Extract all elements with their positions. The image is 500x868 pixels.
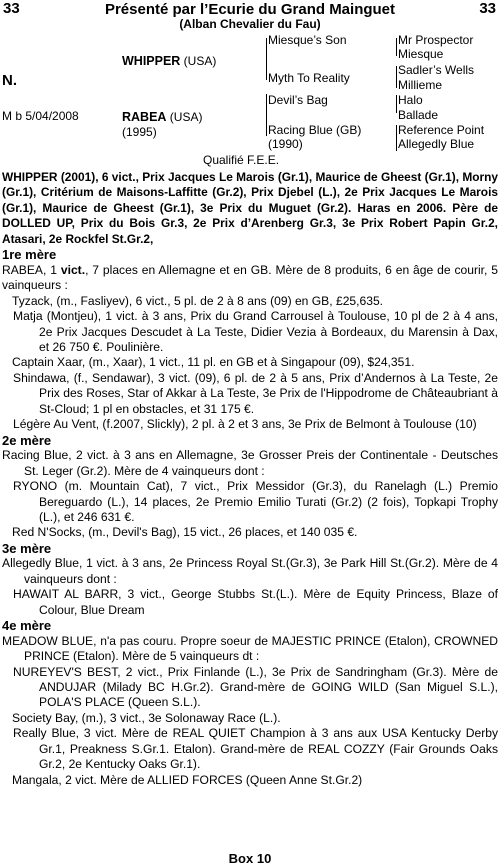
fourth-dam-produce-2: Society Bay, (m.), 3 vict., 3e Solonaway Race (L.). — [12, 710, 281, 725]
lot-number-right: 33 — [479, 0, 496, 17]
third-dam-produce-1: HAWAIT AL BARR, 3 vict., George Stubbs St.(L.). Mère de Equity Princess, Blaze of Colour, Blue Dream — [13, 587, 498, 617]
sire — [122, 55, 216, 68]
sire-bracket — [266, 38, 267, 80]
second-dam-produce-1: RYONO (m. Mountain Cat), 7 vict., Prix Messidor (Gr.3), du Ranelagh (L.) Premio Bereguardo (L.), 14 places, 2e Premio Emilio Turati (Gr.2) (2 fois), Topkapi Trophy (L.), et 246 631 €. — [13, 479, 498, 524]
second-dam-produce-2: Red N'Socks, (m., Devil's Bag), 15 vict., 26 places, et 140 035 €. — [12, 525, 358, 540]
catalogue-body — [2, 170, 498, 788]
first-dam-rest: , 7 places en Allemagne et en GB. Mère de 8 produits, 6 en âge de courir, 5 vainqueurs : — [2, 262, 498, 293]
fourth-dam-produce-3: Really Blue, 3 vict. Mère de REAL QUIET Champion à 3 ans aux USA Kentucky Derby Gr.1, Preakness S.Gr.1. Etalon). Grand-mère de REAL COZZY (Fair Grounds Oaks Gr.2, 2e Kentucky Oaks Gr.1). — [13, 726, 498, 772]
horse-birth: M b 5/04/2008 — [2, 109, 79, 123]
bracket-sd — [396, 66, 397, 88]
produce-1: Tyzack, (m., Fasliyev), 6 vict., 5 pl. de 2 à 8 ans (09) en GB, £25,635. — [12, 293, 384, 308]
second-dam-heading: 2e mère — [2, 432, 52, 448]
consignor-title: Présenté par l’Ecurie du Grand Mainguet — [104, 1, 396, 18]
first-dam-paragraph — [2, 263, 498, 294]
gg-sds: Sadler’s Wells — [398, 63, 475, 77]
fourth-dam-heading: 4e mère — [2, 618, 52, 634]
bracket-ds — [396, 95, 397, 113]
sire-paragraph: WHIPPER (2001), 6 vict., Prix Jacques Le Marois (Gr.1), Maurice de Gheest (Gr.1), Morny (Gr.1), Critérium de Maisons-Laffitte (Gr.2), Prix Djebel (L.), 2e Prix Jacques Le Marois (Gr.1), Maurice de Gheest (Gr.1), 3e Prix du Muguet (Gr.2). Haras en 2006. Père de DOLLED UP, Prix du Bois Gr.3, 2e Prix d’Arenberg Gr.3, 3e Prix Robert Papin Gr.2, Atasari, 2e Rockfel St.Gr.2, — [2, 170, 498, 246]
dam-sire: Devil’s Bag — [268, 93, 328, 107]
qualification: Qualifié F.E.E. — [203, 153, 280, 167]
lot-number-left: 33 — [3, 0, 20, 17]
third-dam-paragraph: Allegedly Blue, 1 vict. à 3 ans, 2e Princess Royal St.(Gr.3), 3e Park Hill St.(Gr.2). Mère de 4 vainqueurs dont : — [2, 556, 498, 586]
sire-sire: Miesque’s Son — [268, 33, 347, 47]
first-dam-vict: vict. — [60, 262, 86, 277]
dam-name: RABEA — [122, 110, 167, 124]
gg-ddd: Allegedly Blue — [398, 137, 475, 151]
sire-country: (USA) — [180, 54, 217, 68]
fourth-dam-produce-1: NUREYEV'S BEST, 2 vict., Prix Finlande (L.), 3e Prix de Sandringham (Gr.3). Mère de ANDUJAR (Milady BC H.Gr.2). Grand-mère de GOING WILD (San Miguel S.L.), POLA'S PLACE (Queen S.L.). — [13, 664, 498, 710]
gg-sss: Mr Prospector — [398, 33, 474, 47]
dam-dam: Racing Blue (GB) — [268, 123, 362, 137]
horse-sex: N. — [2, 72, 17, 89]
produce-5: Légère Au Vent, (f.2007, Slickly), 2 pl. à 2 et 3 ans, 3e Prix de Belmont à Toulouse (10) — [13, 417, 477, 432]
third-dam-heading: 3e mère — [2, 540, 52, 556]
dam-country: (USA) — [166, 110, 203, 124]
dam-year: (1995) — [122, 125, 157, 139]
gg-dds: Reference Point — [398, 123, 485, 137]
bracket-ss — [396, 38, 397, 56]
bracket-dd — [396, 125, 397, 151]
consignor-subtitle: (Alban Chevalier du Fau) — [179, 17, 321, 31]
dam-dam-year: (1990) — [268, 137, 303, 151]
fourth-dam-paragraph: MEADOW BLUE, n'a pas couru. Propre soeur de MAJESTIC PRINCE (Etalon), CROWNED PRINCE (Etalon). Mère de 5 vainqueurs dt : — [2, 633, 498, 664]
produce-3: Captain Xaar, (m., Xaar), 1 vict., 11 pl. en GB et à Singapour (09), $24,351. — [12, 355, 415, 370]
dam — [122, 111, 202, 124]
gg-dsd: Ballade — [398, 108, 439, 122]
dam-bracket — [266, 94, 267, 136]
second-dam-paragraph: Racing Blue, 2 vict. à 3 ans en Allemagne, 3e Grosser Preis der Continentale - Deutsches St. Leger (Gr.2). Mère de 4 vainqueurs dont : — [2, 448, 498, 478]
box-number: Box 10 — [228, 851, 272, 866]
sire-dam: Myth To Reality — [268, 71, 350, 85]
gg-sdd: Millieme — [398, 78, 443, 92]
produce-4: Shindawa, (f., Sendawar), 3 vict. (09), 6 pl. de 2 à 5 ans, Prix d’Andernos à La Teste, 2e Prix des Roses, Star of Akkar à La Teste, 3e Prix de l'Hippodrome de Châteaubriant à St-Cloud; 1 pl en obstacles, et 31 175 €. — [13, 370, 498, 416]
first-dam-name: RABEA, 1 — [2, 262, 61, 277]
fourth-dam-produce-4: Mangala, 2 vict. Mère de ALLIED FORCES (Queen Anne St.Gr.2) — [12, 772, 363, 787]
gg-dss: Halo — [398, 93, 423, 107]
sire-name: WHIPPER — [122, 54, 181, 68]
gg-ssd: Miesque — [398, 47, 444, 61]
first-dam-heading: 1re mère — [2, 247, 57, 263]
produce-2: Matja (Montjeu), 1 vict. à 3 ans, Prix du Grand Carrousel à Toulouse, 10 pl de 2 à 4 ans, 2e Prix Jacques Descudet à La Teste, Didier Vezia à Bordeaux, du Marensin à Dax, et 26 750 €. Poulinière. — [13, 309, 498, 354]
